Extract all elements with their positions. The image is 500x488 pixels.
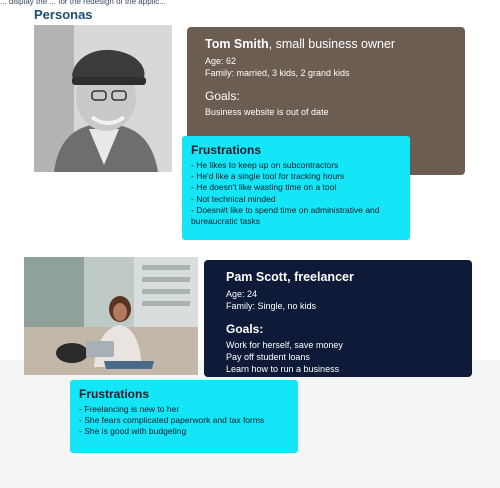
persona-name: Pam Scott, freelancer: [226, 270, 354, 284]
frustration-item: - Not technical minded: [191, 193, 276, 204]
section-title: Personas: [34, 7, 93, 22]
goal-item: Work for herself, save money: [226, 340, 343, 350]
frustration-item: - Freelancing is new to her: [79, 404, 180, 414]
goals-list: [205, 106, 447, 118]
persona-photo-pam: [24, 257, 198, 375]
goals-heading: Goals:: [205, 89, 240, 103]
frustrations-box-pam: [70, 380, 298, 453]
frustration-item: - He'd like a single tool for tracking hours: [191, 171, 345, 182]
frustrations-list: [191, 160, 401, 227]
goal-item: Learn how to run a business: [226, 364, 340, 374]
cut-off-header-text: ... display the ... for the redesign of the applic...: [0, 0, 166, 6]
goal-item: Pay off student loans: [226, 352, 310, 362]
goal-item: Business website is out of date: [205, 107, 329, 117]
frustrations-heading: Frustrations: [79, 387, 150, 401]
frustration-item: - He likes to keep up on subcontractors: [191, 160, 339, 170]
frustrations-box-tom: [182, 136, 410, 240]
goals-list: [226, 339, 450, 375]
frustration-item: - He doesn't like wasting time on a tool: [191, 182, 337, 193]
frustration-item: - She fears complicated paperwork and tax forms: [79, 415, 265, 426]
frustrations-list: [79, 404, 289, 438]
persona-family: Family: Single, no kids: [226, 301, 317, 311]
frustration-item: - Doesn#t like to spend time on administrative and: [191, 204, 380, 215]
persona-age: Age: 24: [226, 289, 258, 299]
persona-photo-tom: [34, 25, 172, 172]
persona-card-pam: [204, 260, 472, 377]
frustrations-heading: Frustrations: [191, 143, 262, 157]
frustration-item: bureaucratic tasks: [191, 216, 260, 227]
goals-heading: Goals:: [226, 322, 264, 336]
frustration-item: - She is good with budgeting: [79, 426, 187, 437]
persona-age: Age: 62: [205, 56, 237, 66]
persona-name: Tom Smith, small business owner: [205, 37, 396, 51]
persona-family: Family: married, 3 kids, 2 grand kids: [205, 68, 350, 78]
